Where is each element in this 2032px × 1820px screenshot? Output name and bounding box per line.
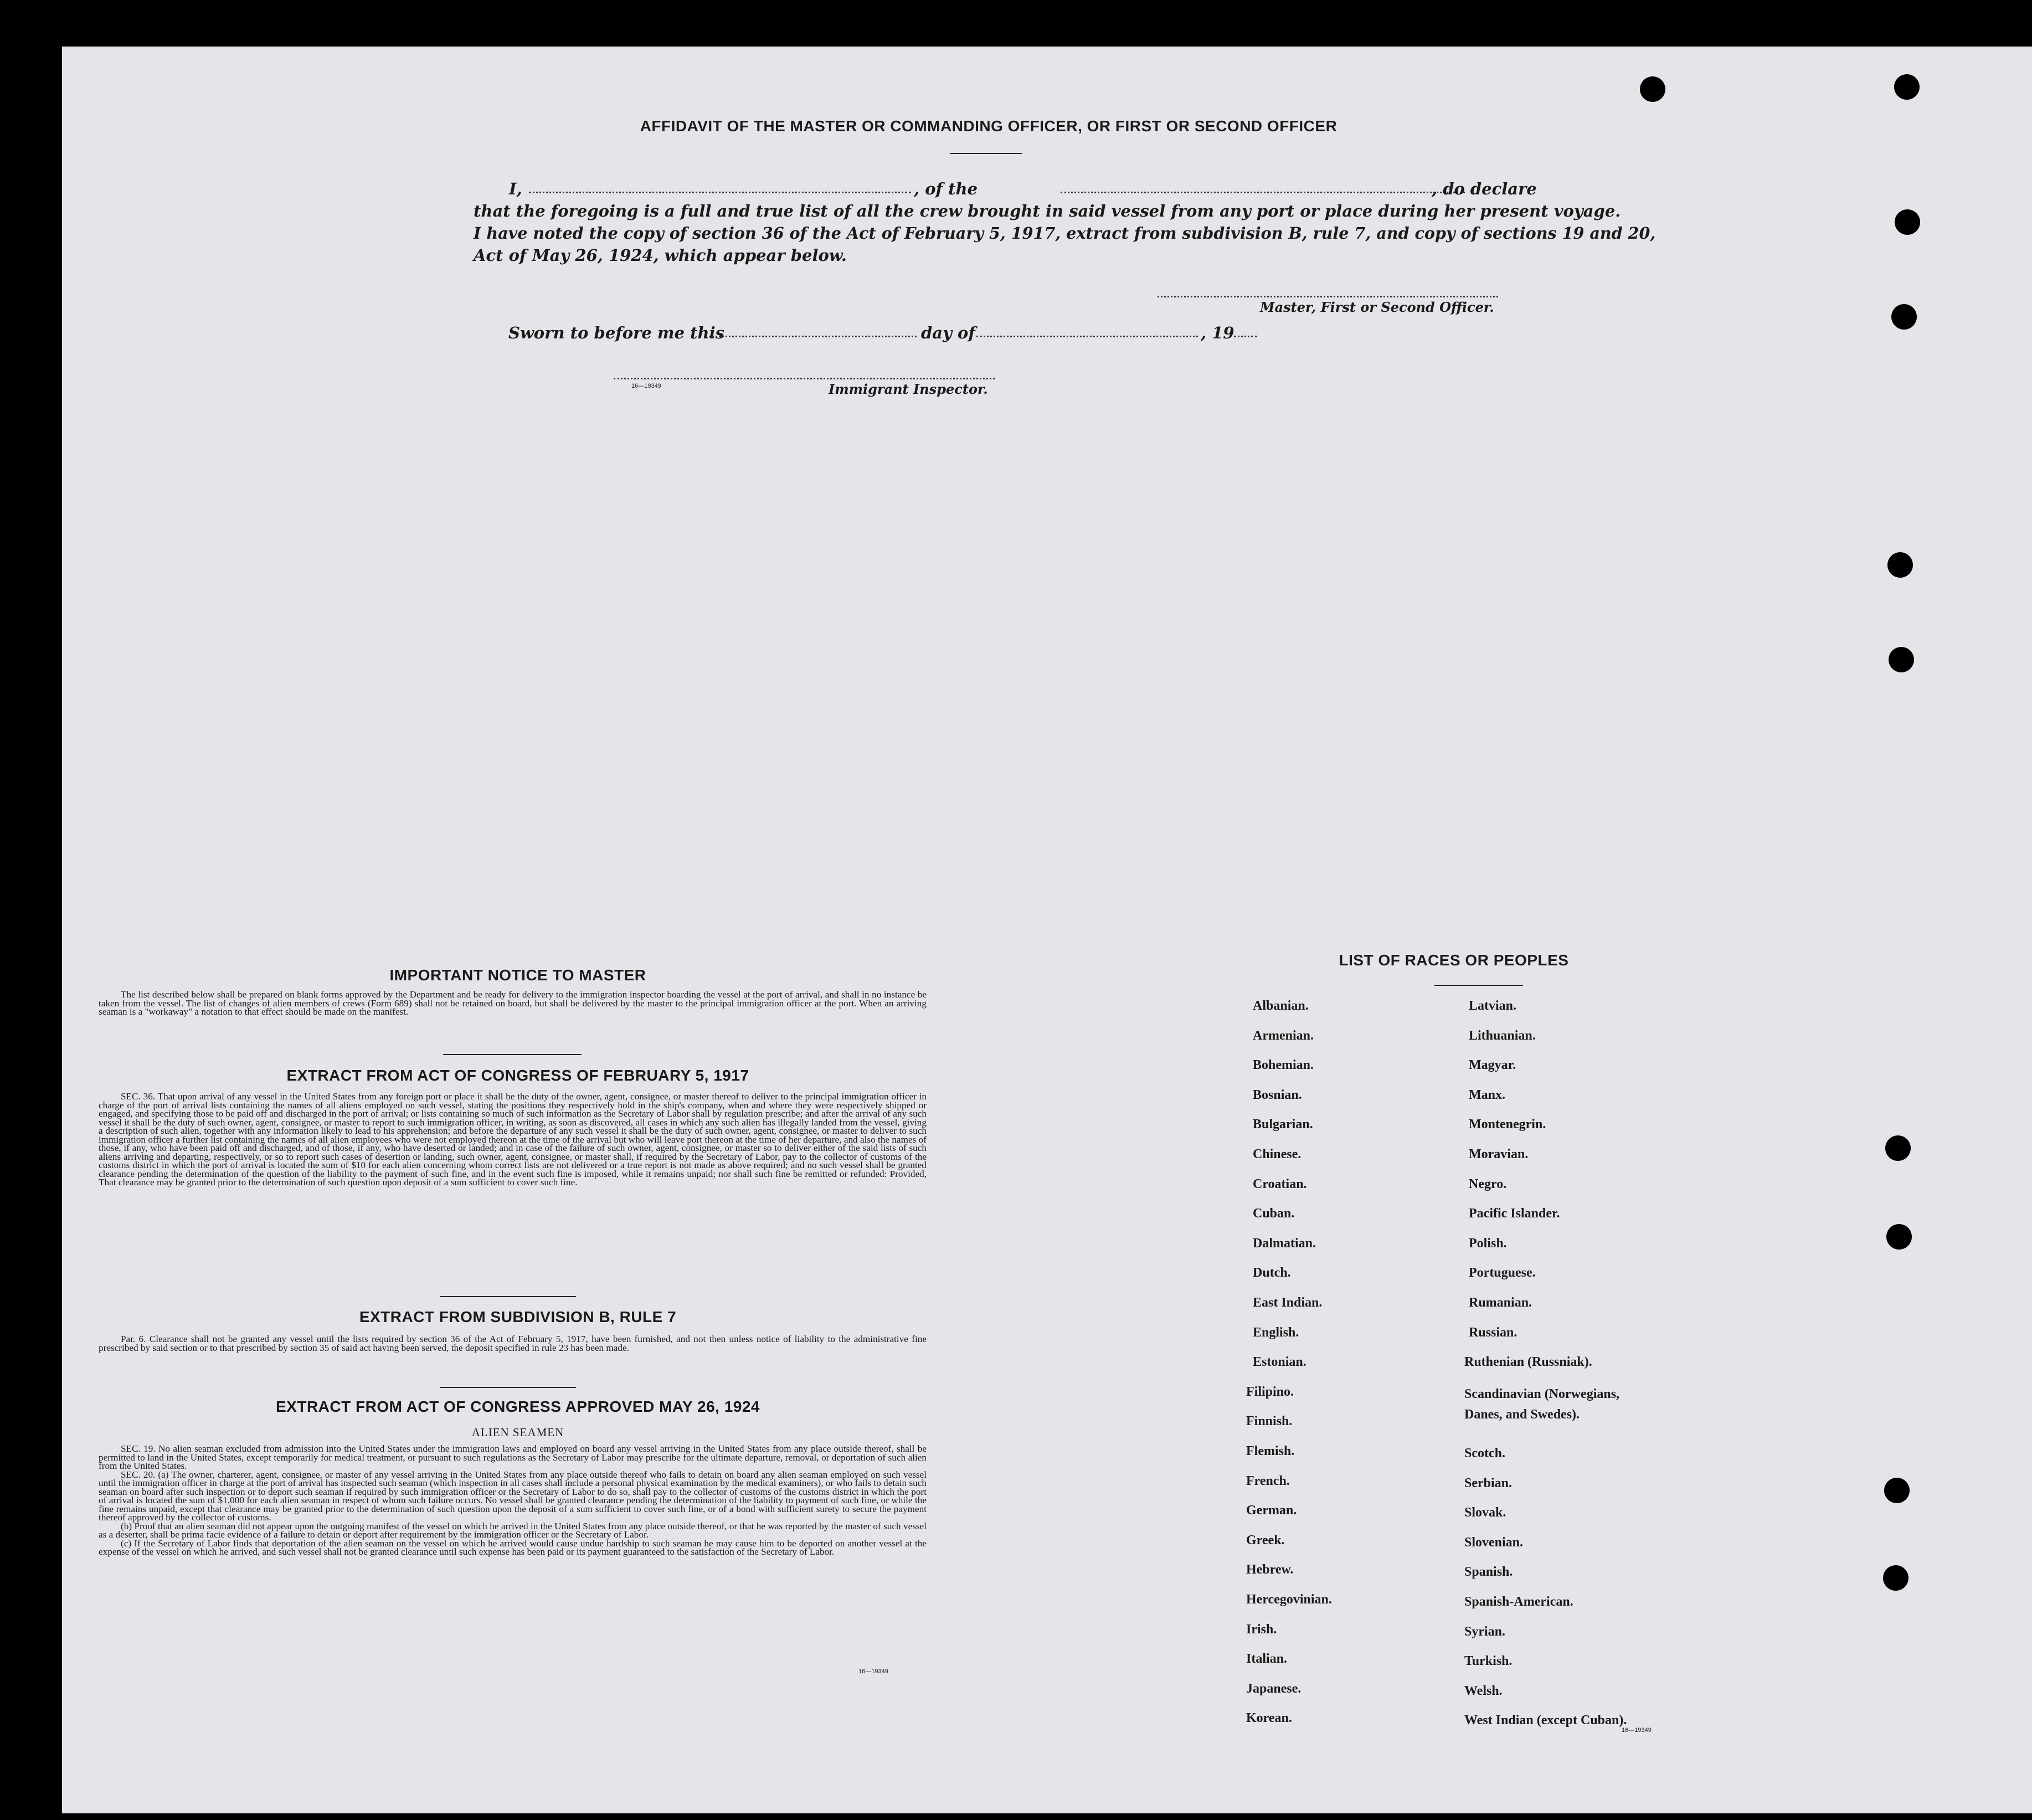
- sec-20a-paragraph: SEC. 20. (a) The owner, charterer, agent, consignee, or master of any vessel arriving in the United States from any place outside thereof who fails to detain on board any alien seaman employed on such vessel until the immigration officer in charge at the port of arrival has inspected such seaman (which inspection in all cases shall include a personal physical examination by the medical examiners), or who fails to detain such seaman on board after such inspection or to deport such seaman if required by such immigration officer or the Secretary of Labor to do so, shall pay to the collector of customs of the customs district in which the port of arrival is located the sum of $1,000 for each alien seaman in respect of whom such failure occurs. No vessel shall be granted clearance pending the determination of the liability to payment of such fine, or while the fine remains unpaid, except that clearance may be granted prior to the determination of such question upon the deposit of a sum sufficient to cover such fine, or of a bond with sufficient surety to secure the payment thereof approved by the collector of customs.: [99, 1469, 927, 1523]
- master-signature-blank[interactable]: [1158, 296, 1498, 297]
- race-item: Estonian.: [1253, 1355, 1306, 1369]
- form-number: 16—19349: [1622, 1727, 1652, 1734]
- notice-paragraph: The list described below shall be prepared on blank forms approved by the Department and be ready for delivery to the immigration inspector boarding the vessel at the port of arrival, and shall in no instance be taken from the vessel. The list of changes of alien members of crews (Form 689) shall not be retained on board, but shall be delivered by the master to the principal immigration officer at the port. When an arriving seaman is a "workaway" a notation to that effect should be made on the manifest.: [99, 989, 927, 1017]
- race-item: Croatian.: [1253, 1177, 1307, 1191]
- affidavit-i: I,: [509, 179, 522, 198]
- sec-20c-paragraph: (c) If the Secretary of Labor finds that deportation of the alien seaman on the vessel on which he arrived would cause undue hardship to such seaman he may cause him to be deported on another vessel at the expense of the vessel on which he arrived, and such vessel shall not be granted clearance until such expense has been paid or its payment guaranteed to the satisfaction of the Secretary of Labor.: [99, 1538, 927, 1557]
- races-title: LIST OF RACES OR PEOPLES: [1339, 952, 1569, 969]
- section-divider: [440, 1296, 576, 1297]
- race-item: Pacific Islander.: [1469, 1206, 1560, 1221]
- affidavit-line-4: Act of May 26, 1924, which appear below.: [474, 246, 847, 265]
- section-divider: [443, 1054, 582, 1055]
- name-blank[interactable]: [529, 192, 911, 193]
- race-item: Manx.: [1469, 1088, 1505, 1102]
- race-item: Slovak.: [1464, 1505, 1506, 1520]
- race-item: Turkish.: [1464, 1654, 1513, 1668]
- race-item: Negro.: [1469, 1177, 1507, 1191]
- punch-hole: [1891, 304, 1917, 330]
- race-item: Flemish.: [1246, 1444, 1295, 1458]
- form-number: 16—19349: [631, 383, 661, 389]
- par-6-paragraph: Par. 6. Clearance shall not be granted any vessel until the lists required by section 36 of the Act of February 5, 1917, have been furnished, and not then unless notice of liability to the administrative fine prescribed by said section or to that prescribed by section 35 of said act having been served, the deposit specified in rule 23 has been made.: [99, 1334, 927, 1353]
- race-item: Greek.: [1246, 1533, 1285, 1547]
- race-item: Rumanian.: [1469, 1295, 1532, 1310]
- race-item: Scandinavian (Norwegians,: [1464, 1387, 1620, 1401]
- notice-title: IMPORTANT NOTICE TO MASTER: [389, 966, 646, 984]
- race-item: Bulgarian.: [1253, 1117, 1313, 1132]
- punch-hole: [1640, 76, 1665, 102]
- affidavit-line-2: that the foregoing is a full and true list of all the crew brought in said vessel from any port or place during her present voyage.: [474, 202, 1621, 220]
- race-item: Spanish-American.: [1464, 1595, 1573, 1609]
- punch-hole: [1884, 1478, 1910, 1503]
- sec-36-paragraph: SEC. 36. That upon arrival of any vessel in the United States from any foreign port or place it shall be the duty of the owner, agent, consignee, or master thereof to deliver to the principal immigration officer in charge of the port of arrival lists containing the names of all aliens employed on such vessel, stating the positions they respectively hold in the ship's company, when and where they were respectively shipped or engaged, and specifying those to be paid off and discharged in the port of arrival; or lists containing so much of such information as the Secretary of Labor shall by regulation prescribe; and after the arrival of any such vessel it shall be the duty of such owner, agent, consignee, or master to report to such immigration officer, in writing, as soon as discovered, all cases in which any such alien has illegally landed from the vessel, giving a description of such alien, together with any information likely to lead to his apprehension; and before the departure of any such vessel it shall be the duty of such owner, agent, consignee, or master to deliver to such immigration officer a further list containing the names of all alien employees who were not employed thereon at the time of the arrival but who will leave port thereon at the time of her departure, and also the names of those, if any, who have been paid off and discharged, and of those, if any, who have deserted or landed; and in case of the failure of such owner, agent, consignee, or master so to deliver either of the said lists of such aliens arriving and departing, respectively, or so to report such cases of desertion or landing, such owner, agent, consignee, or master shall, if required by the Secretary of Labor, pay to the collector of customs of the customs district in which the port of arrival is located the sum of $10 for each alien concerning whom correct lists are not delivered or a true report is not made as above required; and no such vessel shall be granted clearance pending the determination of the question of the liability to the payment of such fine, and in the event such fine is imposed, while it remains unpaid; nor shall such fine be remitted or refunded: Provided, That clearance may be granted prior to the determination of such question upon deposit of a sum sufficient to cover such fine.: [99, 1091, 927, 1187]
- race-item: Spanish.: [1464, 1565, 1513, 1579]
- race-item: Armenian.: [1253, 1029, 1314, 1043]
- race-item: Portuguese.: [1469, 1266, 1536, 1280]
- punch-hole: [1886, 1224, 1912, 1250]
- race-item: Slovenian.: [1464, 1535, 1524, 1550]
- race-item: Hebrew.: [1246, 1562, 1294, 1577]
- race-item: German.: [1246, 1503, 1297, 1518]
- races-divider: [1434, 985, 1523, 986]
- punch-hole: [1887, 552, 1913, 578]
- punch-hole: [1889, 647, 1914, 672]
- sworn-day-of: day of: [921, 323, 975, 342]
- race-item: West Indian (except Cuban).: [1464, 1713, 1627, 1728]
- sworn-text: Sworn to before me this: [508, 323, 724, 342]
- race-item: Moravian.: [1469, 1147, 1529, 1161]
- title-rule: [950, 153, 1022, 154]
- race-item: Hercegovinian.: [1246, 1592, 1332, 1607]
- race-item: Syrian.: [1464, 1624, 1506, 1639]
- race-item: Scotch.: [1464, 1446, 1505, 1461]
- sworn-year-prefix: , 19: [1201, 323, 1234, 342]
- race-item: Italian.: [1246, 1652, 1288, 1666]
- race-item: Polish.: [1469, 1236, 1507, 1251]
- sec-20b-paragraph: (b) Proof that an alien seaman did not appear upon the outgoing manifest of the vessel on which he arrived in the United States from any place outside thereof, or that he was reported by the master of such vessel as a deserter, shall be prima facie evidence of a failure to detain or deport after requirement by the immigration officer or the Secretary of Labor.: [99, 1520, 927, 1540]
- punch-hole: [1894, 74, 1920, 100]
- race-item: English.: [1253, 1325, 1299, 1340]
- extract-1917-body: [99, 1092, 927, 1187]
- race-item: Irish.: [1246, 1622, 1277, 1637]
- punch-hole: [1885, 1135, 1911, 1161]
- race-item: Montenegrin.: [1469, 1117, 1546, 1132]
- race-item: Dutch.: [1253, 1266, 1291, 1280]
- race-item: Lithuanian.: [1469, 1029, 1536, 1043]
- extract-1917-title: EXTRACT FROM ACT OF CONGRESS OF FEBRUARY 5, 1917: [286, 1067, 749, 1084]
- race-item: French.: [1246, 1474, 1290, 1488]
- section-divider: [440, 1387, 576, 1388]
- race-item: Japanese.: [1246, 1682, 1301, 1696]
- race-item: Cuban.: [1253, 1206, 1295, 1221]
- extract-1924-title: EXTRACT FROM ACT OF CONGRESS APPROVED MAY 26, 1924: [276, 1398, 760, 1415]
- form-number: 16—19349: [858, 1668, 888, 1675]
- sworn-day-blank[interactable]: [709, 336, 917, 337]
- race-item: Filipino.: [1246, 1385, 1294, 1399]
- race-item: Chinese.: [1253, 1147, 1301, 1161]
- punch-hole: [1895, 209, 1920, 235]
- extract-1924-body: [99, 1444, 927, 1556]
- sworn-year-blank[interactable]: [1234, 336, 1257, 337]
- race-item: Dalmatian.: [1253, 1236, 1316, 1251]
- race-item: Finnish.: [1246, 1414, 1293, 1428]
- punch-hole: [1883, 1565, 1908, 1591]
- race-item: East Indian.: [1253, 1295, 1323, 1310]
- race-item: Ruthenian (Russniak).: [1464, 1355, 1592, 1369]
- inspector-label: Immigrant Inspector.: [829, 381, 988, 397]
- sec-19-paragraph: SEC. 19. No alien seaman excluded from admission into the United States under the immigration laws and employed on board any vessel arriving in the United States from any place outside thereof, shall be permitted to land in the United States, except temporarily for medical treatment, or pursuant to such regulations as the Secretary of Labor may prescribe for the ultimate departure, removal, or deportation of such alien from the United States.: [99, 1443, 927, 1471]
- vessel-blank[interactable]: [1061, 192, 1465, 193]
- alien-seamen-subtitle: ALIEN SEAMEN: [471, 1426, 564, 1439]
- notice-body: [99, 990, 927, 1016]
- race-item: Danes, and Swedes).: [1464, 1407, 1580, 1422]
- rule-7-title: EXTRACT FROM SUBDIVISION B, RULE 7: [359, 1308, 677, 1325]
- sworn-month-blank[interactable]: [976, 336, 1198, 337]
- inspector-signature-blank[interactable]: [614, 378, 995, 379]
- race-item: Magyar.: [1469, 1058, 1516, 1072]
- affidavit-line-3: I have noted the copy of section 36 of the Act of February 5, 1917, extract from subdivision B, rule 7, and copy of sections 19 and 20,: [474, 224, 1656, 243]
- affidavit-title: AFFIDAVIT OF THE MASTER OR COMMANDING OFFICER, OR FIRST OR SECOND OFFICER: [640, 117, 1337, 135]
- race-item: Albanian.: [1253, 999, 1309, 1013]
- affidavit-of-the: , of the: [914, 179, 978, 198]
- race-item: Latvian.: [1469, 999, 1517, 1013]
- master-signature-label: Master, First or Second Officer.: [1260, 299, 1494, 315]
- race-item: Serbian.: [1464, 1476, 1513, 1490]
- race-item: Welsh.: [1464, 1684, 1503, 1698]
- race-item: Russian.: [1469, 1325, 1517, 1340]
- race-item: Korean.: [1246, 1711, 1292, 1725]
- affidavit-declare: , do declare: [1432, 179, 1537, 198]
- rule-7-body: [99, 1335, 927, 1352]
- race-item: Bohemian.: [1253, 1058, 1314, 1072]
- race-item: Bosnian.: [1253, 1088, 1302, 1102]
